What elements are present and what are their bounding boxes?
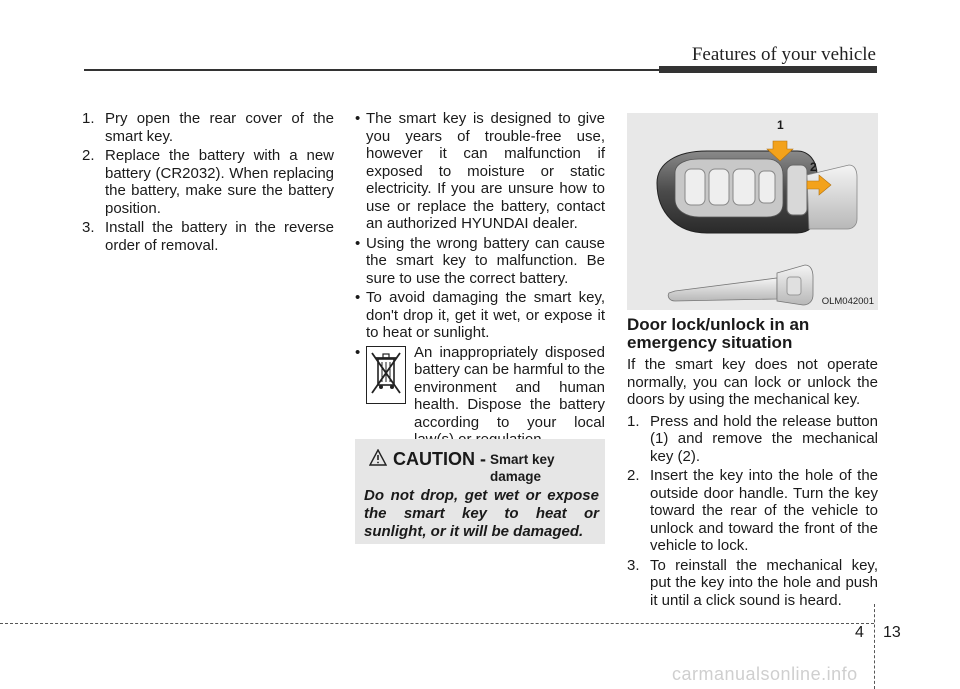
- bullet-mark: •: [355, 343, 361, 361]
- caution-text: Do not drop, get wet or expose the smart key to heat or sunlight, or it will be damaged.: [364, 487, 599, 540]
- caution-header: [369, 449, 570, 485]
- step-number: 3.: [627, 556, 640, 574]
- bullet-text: The smart key is designed to give you years of trouble-free use, however it can malfunction if exposed to moisture or static electricity. If you are unsure how to use or replace the battery, contact an authorized HYUNDAI dealer.: [366, 110, 605, 232]
- step-number: 3.: [82, 219, 95, 236]
- step-number: 2.: [627, 467, 640, 484]
- list-item: [82, 110, 334, 145]
- list-item: [355, 344, 605, 449]
- step-number: 1.: [627, 412, 640, 430]
- step-text: Press and hold the release button (1) and remove the mechanical key (2).: [650, 412, 878, 465]
- list-item: [355, 235, 605, 288]
- smart-key-drawing: [627, 113, 878, 310]
- callout-1: 1: [777, 118, 784, 132]
- footer-divider: [874, 604, 875, 689]
- step-number: 2.: [82, 147, 95, 164]
- caution-subject: Smart key damage: [490, 452, 555, 484]
- header-title: Features of your vehicle: [691, 44, 876, 65]
- list-item: [627, 467, 878, 555]
- list-item: [627, 413, 878, 466]
- list-item: [355, 289, 605, 342]
- bullet-mark: •: [355, 234, 361, 252]
- list-item: [355, 110, 605, 233]
- intro-paragraph: If the smart key does not operate normally, you can lock or unlock the doors by using the mechanical key.: [627, 356, 878, 408]
- bullet-mark: •: [355, 110, 361, 127]
- chapter-number: 4: [855, 624, 864, 641]
- caution-label: CAUTION -: [393, 449, 486, 469]
- warning-triangle-icon: [369, 449, 387, 471]
- watermark: carmanualsonline.info: [672, 664, 858, 684]
- crossed-out-bin-icon: [366, 346, 406, 404]
- header-rule: [84, 69, 659, 71]
- header-rule-thick: [659, 66, 877, 73]
- step-text: Pry open the rear cover of the smart key.: [105, 110, 334, 145]
- battery-replacement-steps: [82, 110, 334, 256]
- bullet-text: An inappropriately disposed battery can be harmful to the environment and human health. Dispose the battery according to your local: [414, 343, 605, 431]
- step-text: To reinstall the mechanical key, put the key into the hole and push it until a click sound is heard.: [650, 556, 878, 609]
- smart-key-notes: [355, 110, 605, 449]
- caution-box: [355, 439, 605, 544]
- footer-rule: [0, 623, 874, 624]
- callout-2: 2: [810, 160, 817, 174]
- page-number: 13: [883, 624, 901, 641]
- section-heading: Door lock/unlock in an emergency situation: [627, 315, 810, 352]
- bullet-text: To avoid damaging the smart key, don't drop it, get it wet, or expose it to heat or sunlight.: [366, 289, 605, 341]
- step-text: Install the battery in the reverse order of removal.: [105, 219, 334, 254]
- list-item: [627, 557, 878, 610]
- smart-key-illustration: [627, 113, 878, 310]
- figure-code: OLM042001: [821, 296, 874, 307]
- list-item: [82, 219, 334, 254]
- list-item: [82, 147, 334, 217]
- bullet-text: Using the wrong battery can cause the smart key to malfunction. Be sure to use the correct battery.: [366, 234, 605, 287]
- emergency-instructions: [627, 356, 878, 611]
- step-text: Insert the key into the hole of the outside door handle. Turn the key toward the rear of the vehicle to unlock and toward the front of the vehicle to lock.: [650, 467, 878, 554]
- step-text: Replace the battery with a new battery (CR2032). When replacing the battery, make sure the battery position.: [105, 147, 334, 217]
- step-number: 1.: [82, 110, 95, 127]
- bullet-mark: •: [355, 289, 361, 306]
